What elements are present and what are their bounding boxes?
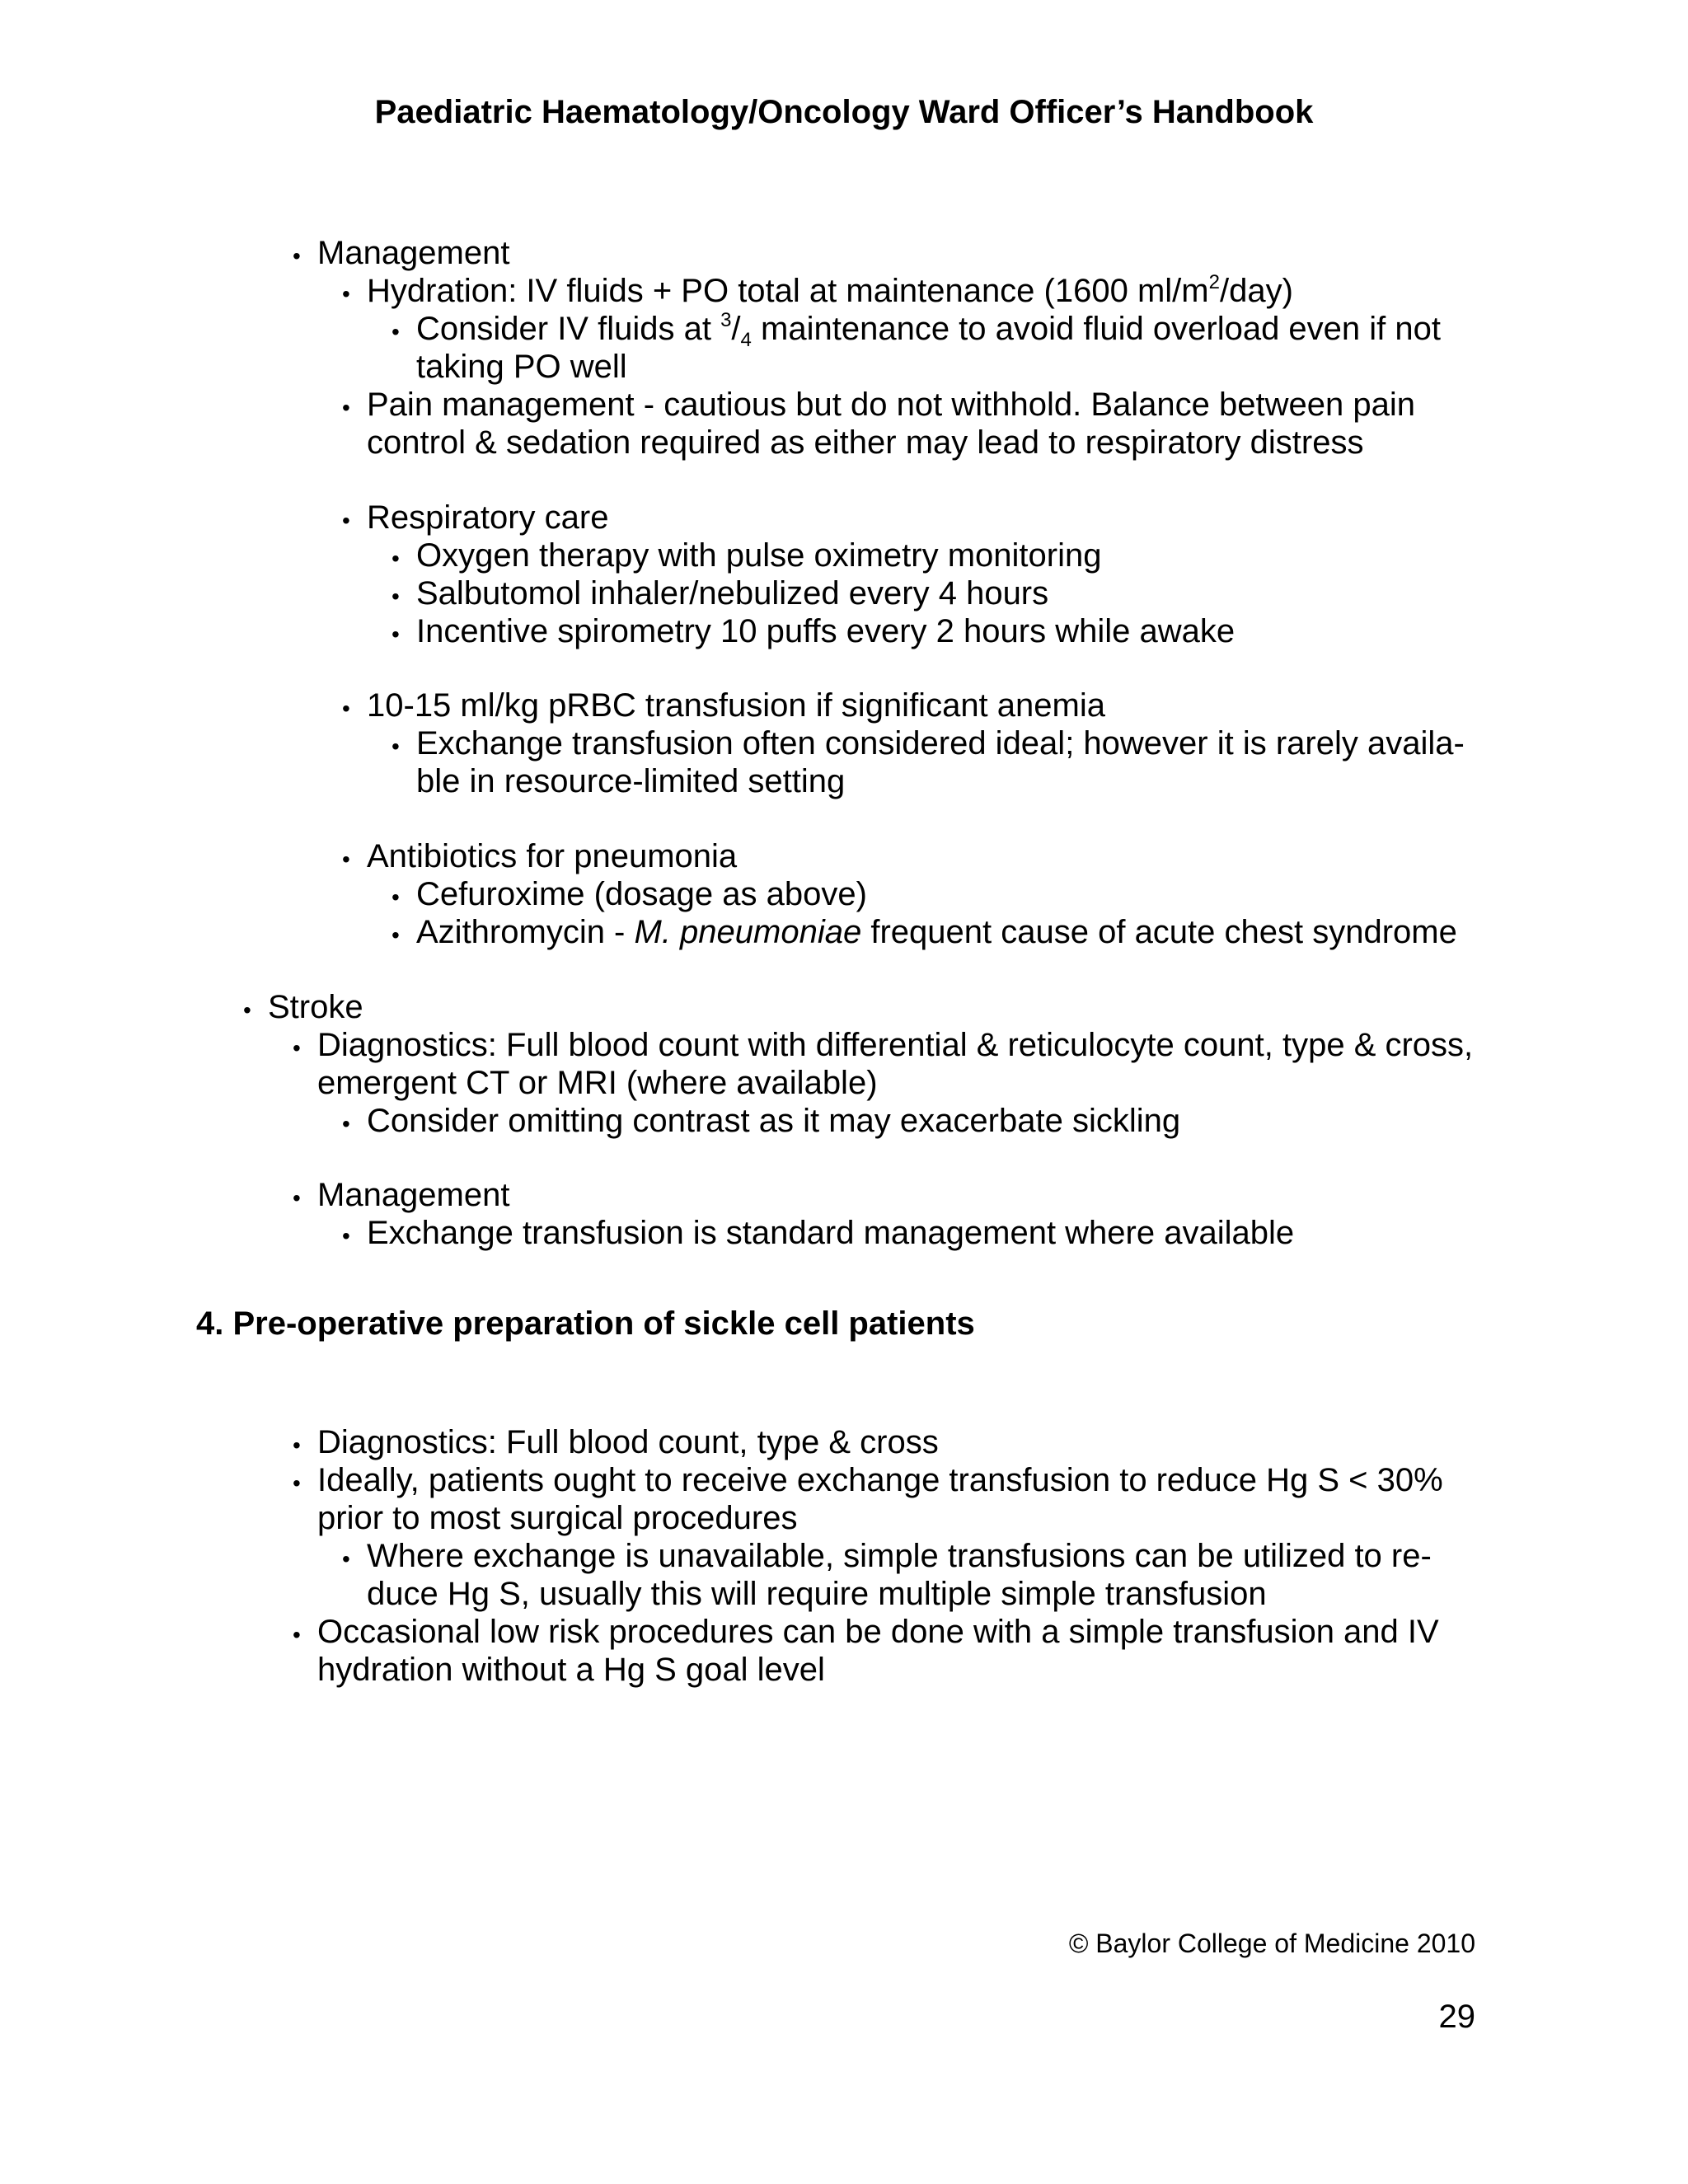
bullet: • — [392, 733, 400, 759]
bullet: • — [293, 1470, 301, 1496]
page-number: 29 — [1438, 1999, 1475, 2035]
list-item-stroke-diagnostics: Diagnostics: Full blood count with differential & reticulocyte count, type & cross, — [317, 1027, 1474, 1063]
bullet: • — [243, 997, 251, 1023]
list-item-pain-management: Pain management - cautious but do not withhold. Balance between pain — [367, 387, 1415, 423]
list-item-contrast: Consider omitting contrast as it may exacerbate sickling — [367, 1103, 1181, 1139]
list-item-continuation: prior to most surgical procedures — [317, 1500, 798, 1536]
list-item-continuation: ble in resource-limited setting — [416, 763, 846, 799]
list-item-exchange-standard: Exchange transfusion is standard management where available — [367, 1215, 1295, 1251]
bullet: • — [293, 1622, 301, 1647]
bullet: • — [392, 583, 400, 609]
azithromycin-text: Azithromycin - — [416, 914, 635, 950]
list-item-oxygen: Oxygen therapy with pulse oximetry monitoring — [416, 537, 1102, 574]
section-heading: 4. Pre-operative preparation of sickle cell patients — [196, 1305, 975, 1342]
list-item-salbutomol: Salbutomol inhaler/nebulized every 4 hours — [416, 575, 1049, 612]
list-item-management: Management — [317, 1177, 510, 1213]
list-item-exchange-transfusion: Exchange transfusion often considered ideal; however it is rarely availa- — [416, 725, 1465, 762]
bullet: • — [342, 1546, 350, 1572]
list-item-occasional: Occasional low risk procedures can be done with a simple transfusion and IV — [317, 1614, 1439, 1650]
bullet: • — [342, 1111, 350, 1137]
bullet: • — [392, 922, 400, 948]
list-item-spirometry: Incentive spirometry 10 puffs every 2 hours while awake — [416, 613, 1236, 649]
bullet: • — [342, 1223, 350, 1249]
list-item-cefuroxime: Cefuroxime (dosage as above) — [416, 876, 867, 912]
list-item-azithromycin — [416, 913, 1457, 951]
bullet: • — [293, 1185, 301, 1211]
organism-name: M. pneumoniae — [634, 914, 862, 950]
bullet: • — [392, 884, 400, 910]
list-item-continuation: emergent CT or MRI (where available) — [317, 1065, 878, 1101]
bullet: • — [392, 319, 400, 344]
list-item-continuation: control & sedation required as either may lead to respiratory distress — [367, 424, 1364, 461]
consider-text: Consider IV fluids at — [416, 311, 721, 347]
list-item-continuation: duce Hg S, usually this will require multiple simple transfusion — [367, 1576, 1267, 1612]
list-item-continuation: hydration without a Hg S goal level — [317, 1652, 825, 1688]
list-item-continuation: taking PO well — [416, 349, 627, 385]
fraction-slash: / — [731, 311, 741, 347]
hydration-text: Hydration: IV fluids + PO total at maintenance (1600 ml/m — [367, 273, 1209, 309]
list-item-management: Management — [317, 235, 510, 271]
bullet: • — [293, 243, 301, 269]
list-item-respiratory-care: Respiratory care — [367, 499, 609, 536]
bullet: • — [342, 696, 350, 721]
fraction-denominator: 4 — [740, 329, 752, 351]
bullet: • — [342, 508, 350, 533]
fraction-numerator: 3 — [720, 309, 732, 331]
azithromycin-text-end: frequent cause of acute chest syndrome — [861, 914, 1457, 950]
list-item-where-exchange-unavailable: Where exchange is unavailable, simple transfusions can be utilized to re- — [367, 1538, 1432, 1574]
list-item-preop-diagnostics: Diagnostics: Full blood count, type & cross — [317, 1424, 939, 1460]
bullet: • — [342, 395, 350, 420]
bullet: • — [293, 1432, 301, 1458]
list-item-ideally: Ideally, patients ought to receive exchange transfusion to reduce Hg S < 30% — [317, 1462, 1443, 1498]
copyright-notice: © Baylor College of Medicine 2010 — [1068, 1929, 1475, 1958]
list-item-hydration — [367, 272, 1293, 310]
bullet: • — [392, 621, 400, 647]
bullet: • — [342, 281, 350, 307]
consider-text-end: maintenance to avoid fluid overload even if not — [751, 311, 1441, 347]
list-item-prbc-transfusion: 10-15 ml/kg pRBC transfusion if significant anemia — [367, 687, 1105, 724]
hydration-text-end: /day) — [1219, 273, 1293, 309]
superscript: 2 — [1208, 271, 1220, 293]
page-header-title: Paediatric Haematology/Oncology Ward Officer’s Handbook — [374, 94, 1314, 130]
bullet: • — [392, 546, 400, 571]
list-item-antibiotics: Antibiotics for pneumonia — [367, 838, 738, 874]
list-item-consider-iv-fluids — [416, 309, 1441, 351]
bullet: • — [293, 1035, 301, 1061]
list-item-stroke: Stroke — [268, 989, 363, 1025]
bullet: • — [342, 846, 350, 872]
